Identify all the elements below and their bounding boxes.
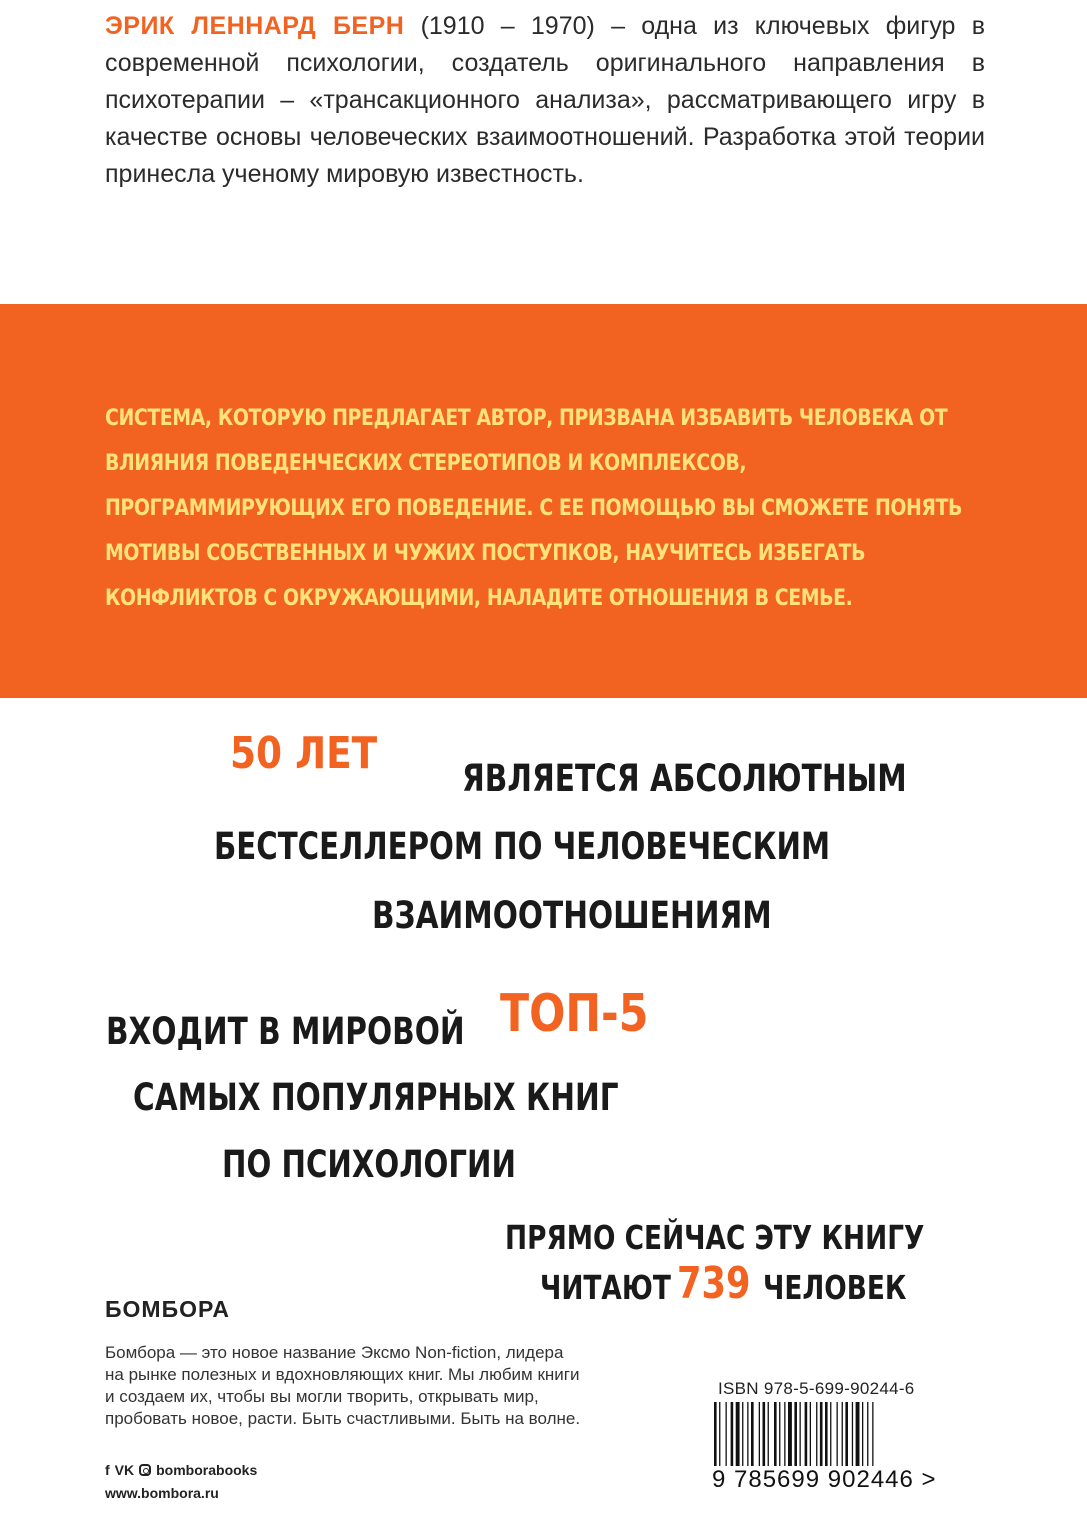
barcode-bar [816, 1402, 817, 1466]
barcode-bar [856, 1402, 860, 1466]
barcode-bar [788, 1402, 792, 1466]
highlight-readers-count: 739 [677, 1258, 751, 1309]
barcode-bar [842, 1402, 843, 1466]
social-links [105, 1462, 257, 1478]
barcode-bar [852, 1402, 853, 1466]
barcode-bar [768, 1402, 769, 1466]
highlight-line: ЧИТАЮТ [540, 1268, 671, 1307]
barcode-bar [751, 1402, 754, 1466]
barcode-bar [719, 1402, 720, 1466]
barcode-bar [794, 1402, 797, 1466]
highlight-line: САМЫХ ПОПУЛЯРНЫХ КНИГ [133, 1076, 619, 1119]
book-description: СИСТЕМА, КОТОРУЮ ПРЕДЛАГАЕТ АВТОР, ПРИЗВАНА ИЗБАВИТЬ ЧЕЛОВЕКА ОТ ВЛИЯНИЯ ПОВЕДЕНЧЕСКИХ СТЕРЕОТИПОВ И КОМПЛЕКСОВ, ПРОГРАММИРУЮЩИХ ЕГО ПОВЕДЕНИЕ. С ЕЕ ПОМОЩЬЮ ВЫ СМОЖЕТЕ ПОНЯТЬ МОТИВЫ СОБСТВЕННЫХ И ЧУЖИХ ПОСТУПКОВ, НАУЧИТЕСЬ ИЗБЕГАТЬ КОНФЛИКТОВ С ОКРУЖАЮЩИМИ, НАЛАДИТЕ ОТНОШЕНИЯ В СЕМЬЕ. [105, 406, 963, 611]
barcode-bar [763, 1402, 766, 1466]
barcode-bar [774, 1402, 777, 1466]
highlight-line: БЕСТСЕЛЛЕРОМ ПО ЧЕЛОВЕЧЕСКИМ [214, 825, 831, 868]
website-link[interactable]: www.bombora.ru [105, 1485, 219, 1501]
barcode-bar [742, 1402, 743, 1466]
isbn-label: ISBN 978-5-699-90244-6 [718, 1379, 915, 1398]
barcode-bar [784, 1402, 785, 1466]
barcode-bar [731, 1402, 734, 1466]
highlight-line: ЯВЛЯЕТСЯ АБСОЛЮТНЫМ [462, 757, 907, 800]
highlight-line: ПРЯМО СЕЙЧАС ЭТУ КНИГУ [505, 1218, 925, 1257]
facebook-icon[interactable]: f [105, 1462, 110, 1478]
publisher-logo: БОМБОРА [105, 1296, 230, 1322]
author-bio-text: (1910 – 1970) – одна из ключевых фигур в современной психологии, создатель оригинального направления в психотерапии – «трансакционного анализа», рассматривающего игру в качестве основы человеческих взаимоотношений. Разработка этой теории принесла ученому мировую известность. [105, 12, 985, 188]
barcode-bar [805, 1402, 808, 1466]
social-handle[interactable]: bomborabooks [156, 1462, 258, 1478]
barcode-bar [862, 1402, 863, 1466]
barcode-bar [779, 1402, 780, 1466]
barcode-bar [810, 1402, 811, 1466]
barcode-bar [736, 1402, 740, 1466]
barcode-digits: 9 785699 902446 > [712, 1466, 937, 1493]
author-name: ЭРИК ЛЕННАРД БЕРН [105, 12, 405, 40]
barcode-bar [820, 1402, 823, 1466]
barcode-bar [726, 1402, 727, 1466]
highlight-top5: ТОП-5 [500, 984, 649, 1044]
barcode-bar [830, 1402, 831, 1466]
barcode-bar [872, 1402, 873, 1466]
highlight-line: ВЗАИМООТНОШЕНИЯМ [372, 894, 772, 937]
barcode-bar [714, 1402, 717, 1466]
highlight-line: ВХОДИТ В МИРОВОЙ [106, 1010, 465, 1053]
instagram-icon[interactable] [139, 1464, 151, 1476]
barcode-bar [825, 1402, 828, 1466]
highlight-line: ЧЕЛОВЕК [763, 1268, 907, 1307]
vk-icon[interactable]: VK [114, 1462, 135, 1478]
barcode-bar [837, 1402, 838, 1466]
publisher-about: Бомбора — это новое название Эксмо Non-fiction, лидера на рынке полезных и вдохновляющих книг. Мы любим книги и создаем их, чтобы вы могли творить, открывать мир, пробовать новое, расти. Быть счастливыми. Быть на волне. [105, 1343, 581, 1428]
barcode-bar [800, 1402, 801, 1466]
highlight-50-years: 50 ЛЕТ [230, 728, 378, 779]
orange-band [0, 304, 1087, 698]
author-bio [105, 8, 985, 193]
barcode-bar [845, 1402, 848, 1466]
barcode-bar [747, 1402, 748, 1466]
highlight-line: ПО ПСИХОЛОГИИ [222, 1143, 516, 1186]
barcode-bar [867, 1402, 868, 1466]
barcode-bar [759, 1402, 760, 1466]
